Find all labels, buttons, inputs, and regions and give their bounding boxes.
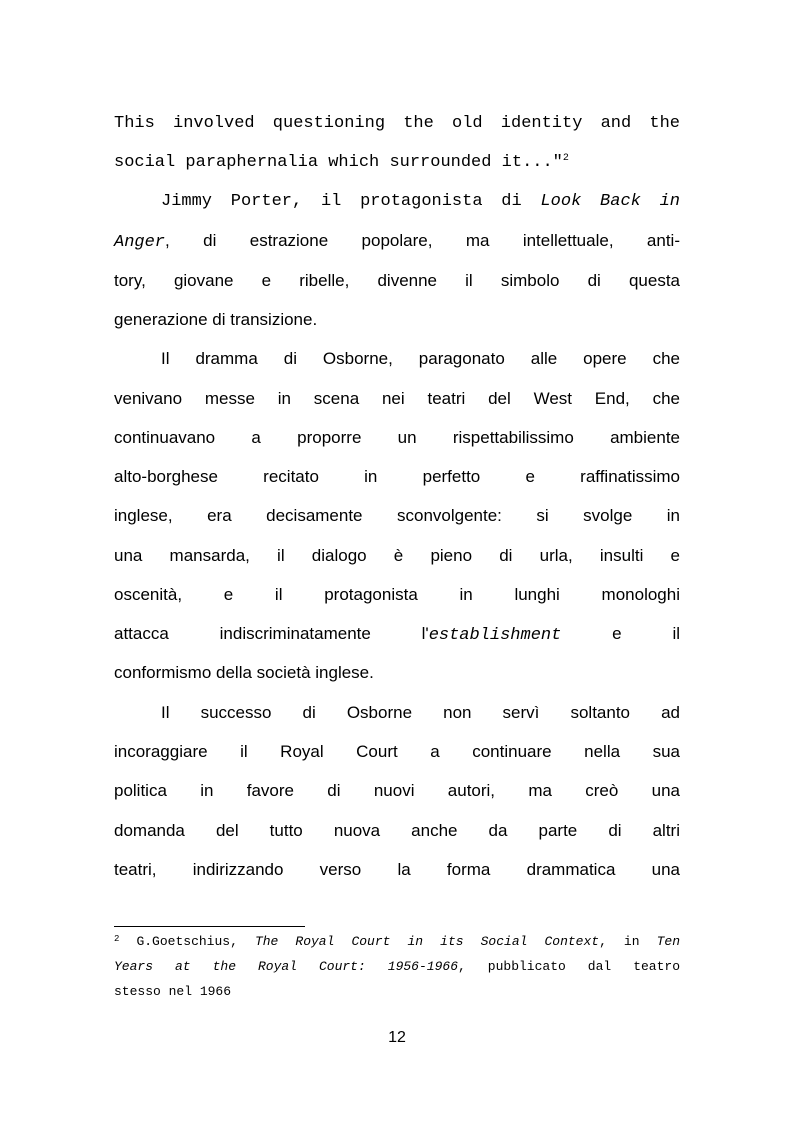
text-span: domanda del tutto nuova anche da parte di altri <box>114 821 680 840</box>
body-line <box>114 309 680 331</box>
footnote-reference: 2 <box>562 153 569 164</box>
body-line <box>114 505 680 527</box>
body-line <box>114 859 680 881</box>
body-line <box>114 662 680 684</box>
text-span: attacca indiscriminatamente l' <box>114 624 429 643</box>
text-span: politica in favore di nuovi autori, ma creò una <box>114 781 680 800</box>
body-line <box>114 545 680 567</box>
text-span: una mansarda, il dialogo è pieno di urla, insulti e <box>114 546 680 565</box>
body-line <box>114 230 680 254</box>
text-span: social paraphernalia which surrounded it..." <box>114 153 563 172</box>
page-number: 12 <box>388 1029 406 1046</box>
body-line <box>161 348 680 370</box>
body-line <box>114 388 680 410</box>
footnote-line <box>114 934 680 950</box>
play-title: Look Back in <box>540 192 681 211</box>
text-span: stesso nel 1966 <box>114 984 232 999</box>
text-span: G.Goetschius, <box>119 934 255 949</box>
body-line <box>114 427 680 449</box>
text-span: venivano messe in scena nei teatri del West End, che <box>114 389 680 408</box>
body-line <box>161 191 680 213</box>
text-span: Il dramma di Osborne, paragonato alle opere che <box>161 349 680 368</box>
article-title: The Royal Court in its Social Context <box>254 934 600 949</box>
body-line <box>114 270 680 292</box>
play-title: Anger <box>114 233 166 252</box>
book-title: Years at the Royal Court: 1956-1966 <box>114 959 458 974</box>
body-line <box>114 820 680 842</box>
body-line <box>114 623 680 647</box>
text-span: e il <box>561 624 680 643</box>
footnote-line <box>114 984 680 1000</box>
body-line <box>114 584 680 606</box>
text-span: alto-borghese recitato in perfetto e raffinatissimo <box>114 467 680 486</box>
book-title: Ten <box>656 934 680 949</box>
body-line <box>114 466 680 488</box>
text-span: , in <box>599 934 657 949</box>
text-span: , pubblicato dal teatro <box>458 959 680 974</box>
footnote-line <box>114 959 680 975</box>
text-span: inglese, era decisamente sconvolgente: si svolge in <box>114 506 680 525</box>
text-span: teatri, indirizzando verso la forma drammatica una <box>114 860 680 879</box>
text-span: , di estrazione popolare, ma intellettuale, anti- <box>165 231 680 250</box>
text-span: continuavano a proporre un rispettabilissimo ambiente <box>114 428 680 447</box>
text-span: tory, giovane e ribelle, divenne il simbolo di questa <box>114 271 680 290</box>
body-line <box>114 741 680 763</box>
footnote-marker: 2 <box>114 934 120 944</box>
text-span: conformismo della società inglese. <box>114 663 374 682</box>
emphasized-term: establishment <box>428 626 562 645</box>
text-span: Jimmy Porter, il protagonista di <box>161 192 541 211</box>
footnote-separator <box>114 926 305 927</box>
text-span: oscenità, e il protagonista in lunghi monologhi <box>114 585 680 604</box>
body-line <box>114 780 680 802</box>
body-line <box>114 152 680 174</box>
body-line <box>114 113 680 135</box>
text-span: incoraggiare il Royal Court a continuare nella sua <box>114 742 680 761</box>
body-line <box>161 702 680 724</box>
text-span: generazione di transizione. <box>114 310 318 329</box>
text-span: This involved questioning the old identity and the <box>114 114 680 133</box>
text-span: Il successo di Osborne non servì soltanto ad <box>161 703 680 722</box>
